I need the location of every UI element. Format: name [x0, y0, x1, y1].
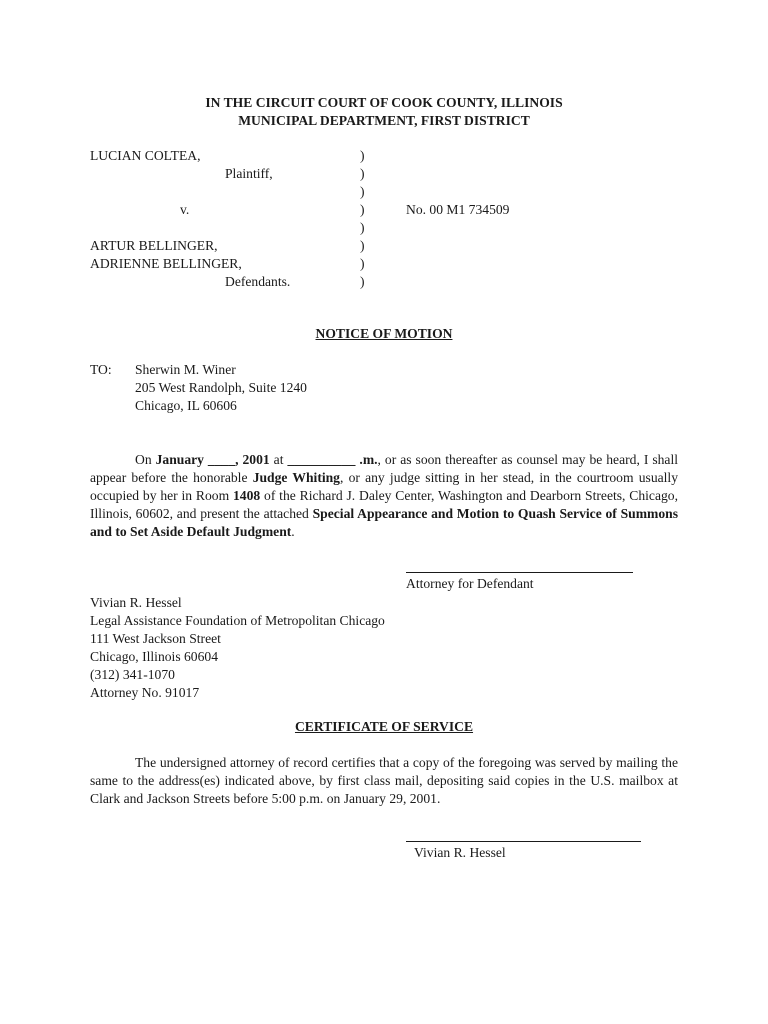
- attorney-name: Vivian R. Hessel: [90, 595, 182, 610]
- judge-name: Judge Whiting: [252, 470, 340, 485]
- defendant-name-2: ADRIENNE BELLINGER,: [90, 256, 242, 271]
- attorney-phone: (312) 341-1070: [90, 667, 175, 682]
- motion-title: Special Appearance and Motion to Quash Service of Summons and to Set Aside Default Judgment: [90, 506, 678, 539]
- court-heading-line1: IN THE CIRCUIT COURT OF COOK COUNTY, ILLINOIS: [205, 95, 563, 110]
- signature-line: [406, 572, 633, 573]
- caption-paren: ): [360, 238, 365, 253]
- attorney-number: Attorney No. 91017: [90, 685, 200, 700]
- notice-paragraph: [90, 451, 678, 541]
- attorney-street: 111 West Jackson Street: [90, 631, 221, 646]
- versus-label: v.: [180, 202, 190, 217]
- p-text1: , or as soon thereafter as counsel may be heard, I shall appear before the honorable: [90, 452, 679, 485]
- plaintiff-name: LUCIAN COLTEA,: [90, 148, 201, 163]
- recipient-address-line1: 205 West Randolph, Suite 1240: [135, 380, 307, 395]
- hearing-date: January ____, 2001: [155, 452, 270, 467]
- defendant-role: Defendants.: [225, 274, 291, 289]
- case-number: No. 00 M1 734509: [406, 202, 510, 217]
- plaintiff-role: Plaintiff,: [225, 166, 273, 181]
- caption-paren: ): [360, 148, 365, 163]
- certificate-signer: Vivian R. Hessel: [414, 845, 506, 860]
- room-number: 1408: [233, 488, 261, 503]
- caption-paren: ): [360, 256, 365, 271]
- court-heading-line2: MUNICIPAL DEPARTMENT, FIRST DISTRICT: [238, 113, 530, 128]
- recipient-address-line2: Chicago, IL 60606: [135, 398, 237, 413]
- certificate-body: The undersigned attorney of record certifies that a copy of the foregoing was served by mailing the same to the address(es) indicated above, by first class mail, depositing said copies in the U.S. mailbox at Clark and Jackson Streets before 5:00 p.m. on January 29, 2001.: [90, 755, 678, 806]
- certificate-title: CERTIFICATE OF SERVICE: [294, 719, 474, 734]
- caption-paren: ): [360, 274, 365, 289]
- p-text3: of the Richard J. Daley Center, Washington and Dearborn Streets, Chicago, Illinois, 60602, and present the attached: [90, 488, 678, 521]
- p-at: at: [269, 452, 288, 467]
- caption-paren: ): [360, 202, 365, 217]
- notice-title: NOTICE OF MOTION: [315, 326, 453, 341]
- to-label: TO:: [90, 362, 112, 377]
- caption-paren: ): [360, 220, 365, 235]
- attorney-city: Chicago, Illinois 60604: [90, 649, 218, 664]
- attorney-org: Legal Assistance Foundation of Metropolitan Chicago: [90, 613, 385, 628]
- caption-paren: ): [360, 166, 365, 181]
- signature-label: Attorney for Defendant: [406, 576, 534, 591]
- hearing-time: __________ .m.: [287, 452, 378, 467]
- certificate-signature-line: [406, 841, 641, 842]
- p-end: .: [291, 524, 295, 539]
- p-on: On: [135, 452, 156, 467]
- recipient-name: Sherwin M. Winer: [135, 362, 236, 377]
- defendant-name-1: ARTUR BELLINGER,: [90, 238, 218, 253]
- p-text2: , or any judge sitting in her stead, in the courtroom usually occupied by her in Room: [90, 470, 678, 503]
- caption-paren: ): [360, 184, 365, 199]
